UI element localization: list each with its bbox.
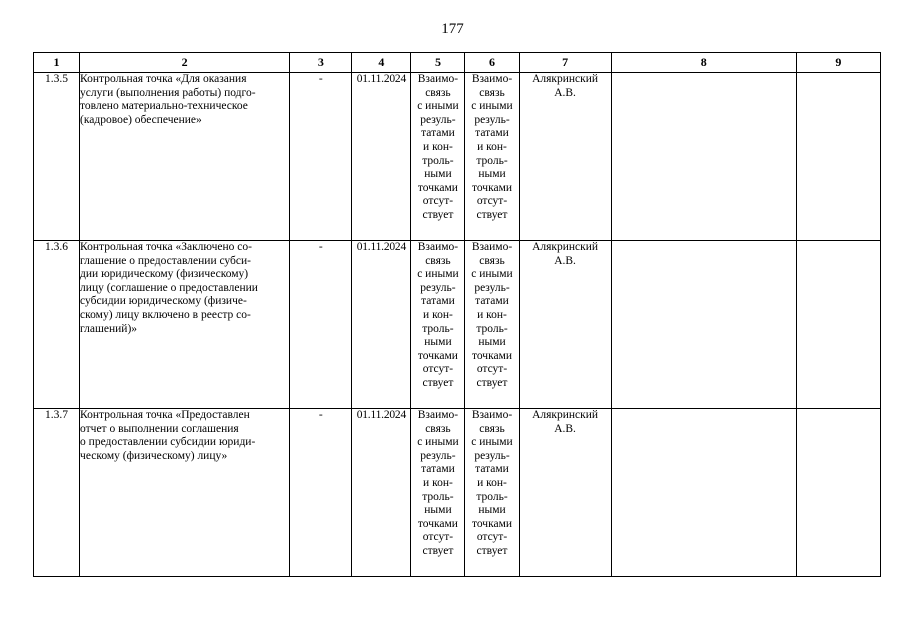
table-row	[34, 241, 881, 409]
row-col6-line: точками	[471, 517, 513, 530]
row-col5-line: резуль-	[420, 281, 456, 294]
row-col5-line: ными	[424, 336, 452, 349]
row-col5-line: ствует	[422, 376, 454, 389]
row-description-line: лицу (соглашение о предоставлении	[80, 281, 258, 294]
row-col5-line: связь	[425, 254, 451, 267]
row-col5-line: ствует	[422, 208, 454, 221]
row-col6-line: связь	[479, 86, 505, 99]
row-col9	[796, 409, 880, 577]
row-col5-line: точками	[417, 349, 458, 362]
row-col5-line: точками	[417, 181, 458, 194]
table-row	[34, 409, 881, 577]
row-responsible	[519, 409, 611, 577]
row-responsible-line: А.В.	[554, 422, 576, 435]
row-col5	[411, 409, 465, 577]
row-col5-line: татами	[421, 295, 455, 308]
row-col6-line: ными	[478, 336, 506, 349]
row-col5-line: Взаимо-	[417, 73, 459, 85]
row-description-line: (кадровое) обеспечение»	[80, 113, 202, 126]
row-col3: -	[290, 241, 352, 409]
row-col8	[611, 409, 796, 577]
row-description-line: Контрольная точка «Заключено со-	[80, 241, 252, 253]
row-description-line: услуги (выполнения работы) подго-	[80, 86, 256, 99]
row-col5-line: татами	[421, 463, 455, 476]
column-header: 7	[519, 53, 611, 73]
row-col6-line: троль-	[476, 322, 508, 335]
row-col5-line: Взаимо-	[417, 409, 459, 421]
row-col6-line: ствует	[476, 376, 508, 389]
row-col5	[411, 73, 465, 241]
row-col6-line: резуль-	[474, 113, 510, 126]
row-col5-line: с иными	[417, 100, 459, 113]
row-col6-line: с иными	[471, 268, 513, 281]
row-col6-line: и кон-	[477, 308, 507, 321]
row-date: 01.11.2024	[352, 409, 411, 577]
row-description-line: ческому (физическому) лицу»	[80, 449, 228, 462]
row-col6-line: с иными	[471, 436, 513, 449]
row-col6-line: и кон-	[477, 476, 507, 489]
row-description-line: товлено материально-техническое	[80, 100, 248, 113]
row-description-line: о предоставлении субсидии юриди-	[80, 436, 256, 449]
row-col6-line: отсут-	[476, 363, 508, 376]
row-col5-line: связь	[425, 86, 451, 99]
row-col5-line: ными	[424, 504, 452, 517]
row-col3: -	[290, 409, 352, 577]
row-col5-line: троль-	[422, 154, 454, 167]
row-col5-line: резуль-	[420, 449, 456, 462]
row-number: 1.3.5	[34, 73, 80, 241]
row-col5-line: отсут-	[422, 195, 454, 208]
page-number: 177	[441, 21, 464, 37]
row-col6-line: отсут-	[476, 195, 508, 208]
row-col5-line: троль-	[422, 490, 454, 503]
row-responsible-line: А.В.	[554, 254, 576, 267]
row-responsible-line: Алякринский	[532, 241, 599, 253]
row-col5-line: с иными	[417, 268, 459, 281]
row-col5-line: Взаимо-	[417, 241, 459, 253]
row-col5-line: и кон-	[423, 140, 453, 153]
row-description	[80, 241, 290, 409]
row-col5-line: троль-	[422, 322, 454, 335]
row-responsible-line: А.В.	[554, 86, 576, 99]
row-col6	[465, 409, 519, 577]
row-col6-line: татами	[475, 295, 509, 308]
row-col6-line: Взаимо-	[471, 409, 513, 421]
row-col5-line: татами	[421, 127, 455, 140]
row-col8	[611, 241, 796, 409]
row-col6	[465, 73, 519, 241]
row-col9	[796, 73, 880, 241]
row-col6-line: троль-	[476, 490, 508, 503]
row-responsible	[519, 241, 611, 409]
row-description-line: отчет о выполнении соглашения	[80, 422, 239, 435]
row-description	[80, 73, 290, 241]
column-header: 6	[465, 53, 519, 73]
row-col6-line: связь	[479, 422, 505, 435]
row-col5-line: и кон-	[423, 476, 453, 489]
row-col6-line: троль-	[476, 154, 508, 167]
row-col6-line: с иными	[471, 100, 513, 113]
row-col6-line: ными	[478, 504, 506, 517]
row-col5-line: с иными	[417, 436, 459, 449]
row-col6	[465, 241, 519, 409]
column-header: 3	[290, 53, 352, 73]
row-responsible-line: Алякринский	[532, 409, 599, 421]
row-col6-line: резуль-	[474, 449, 510, 462]
row-col5-line: ными	[424, 168, 452, 181]
row-col5-line: отсут-	[422, 531, 454, 544]
header-row	[34, 53, 881, 73]
row-col6-line: Взаимо-	[471, 241, 513, 253]
row-responsible-line: Алякринский	[532, 73, 599, 85]
row-col6-line: татами	[475, 463, 509, 476]
column-header: 1	[34, 53, 80, 73]
row-col5-line: отсут-	[422, 363, 454, 376]
row-col6-line: ствует	[476, 208, 508, 221]
row-date: 01.11.2024	[352, 73, 411, 241]
row-col5-line: связь	[425, 422, 451, 435]
control-points-table	[33, 52, 881, 577]
row-number: 1.3.7	[34, 409, 80, 577]
row-description-line: глашений)»	[80, 322, 138, 335]
row-number: 1.3.6	[34, 241, 80, 409]
row-col5-line: точками	[417, 517, 458, 530]
row-col3: -	[290, 73, 352, 241]
row-col6-line: и кон-	[477, 140, 507, 153]
column-header: 4	[352, 53, 411, 73]
row-col6-line: точками	[471, 181, 513, 194]
row-col5-line: резуль-	[420, 113, 456, 126]
row-description-line: глашение о предоставлении субси-	[80, 254, 251, 267]
row-col6-line: татами	[475, 127, 509, 140]
column-header: 2	[80, 53, 290, 73]
table-row	[34, 73, 881, 241]
column-header: 9	[796, 53, 880, 73]
column-header: 8	[611, 53, 796, 73]
row-col5-line: и кон-	[423, 308, 453, 321]
row-description-line: скому) лицу включено в реестр со-	[80, 308, 251, 321]
row-col6-line: ными	[478, 168, 506, 181]
row-date: 01.11.2024	[352, 241, 411, 409]
row-description-line: Контрольная точка «Предоставлен	[80, 409, 250, 421]
row-description-line: дии юридическому (физическому)	[80, 268, 249, 281]
row-col5	[411, 241, 465, 409]
row-responsible	[519, 73, 611, 241]
row-col6-line: связь	[479, 254, 505, 267]
row-description	[80, 409, 290, 577]
row-col9	[796, 241, 880, 409]
row-col6-line: отсут-	[476, 531, 508, 544]
row-description-line: Контрольная точка «Для оказания	[80, 73, 247, 85]
column-header: 5	[411, 53, 465, 73]
row-col6-line: Взаимо-	[471, 73, 513, 85]
row-col5-line: ствует	[422, 544, 454, 557]
row-description-line: субсидии юридическому (физиче-	[80, 295, 247, 308]
row-col6-line: ствует	[476, 544, 508, 557]
row-col6-line: резуль-	[474, 281, 510, 294]
row-col8	[611, 73, 796, 241]
row-col6-line: точками	[471, 349, 513, 362]
